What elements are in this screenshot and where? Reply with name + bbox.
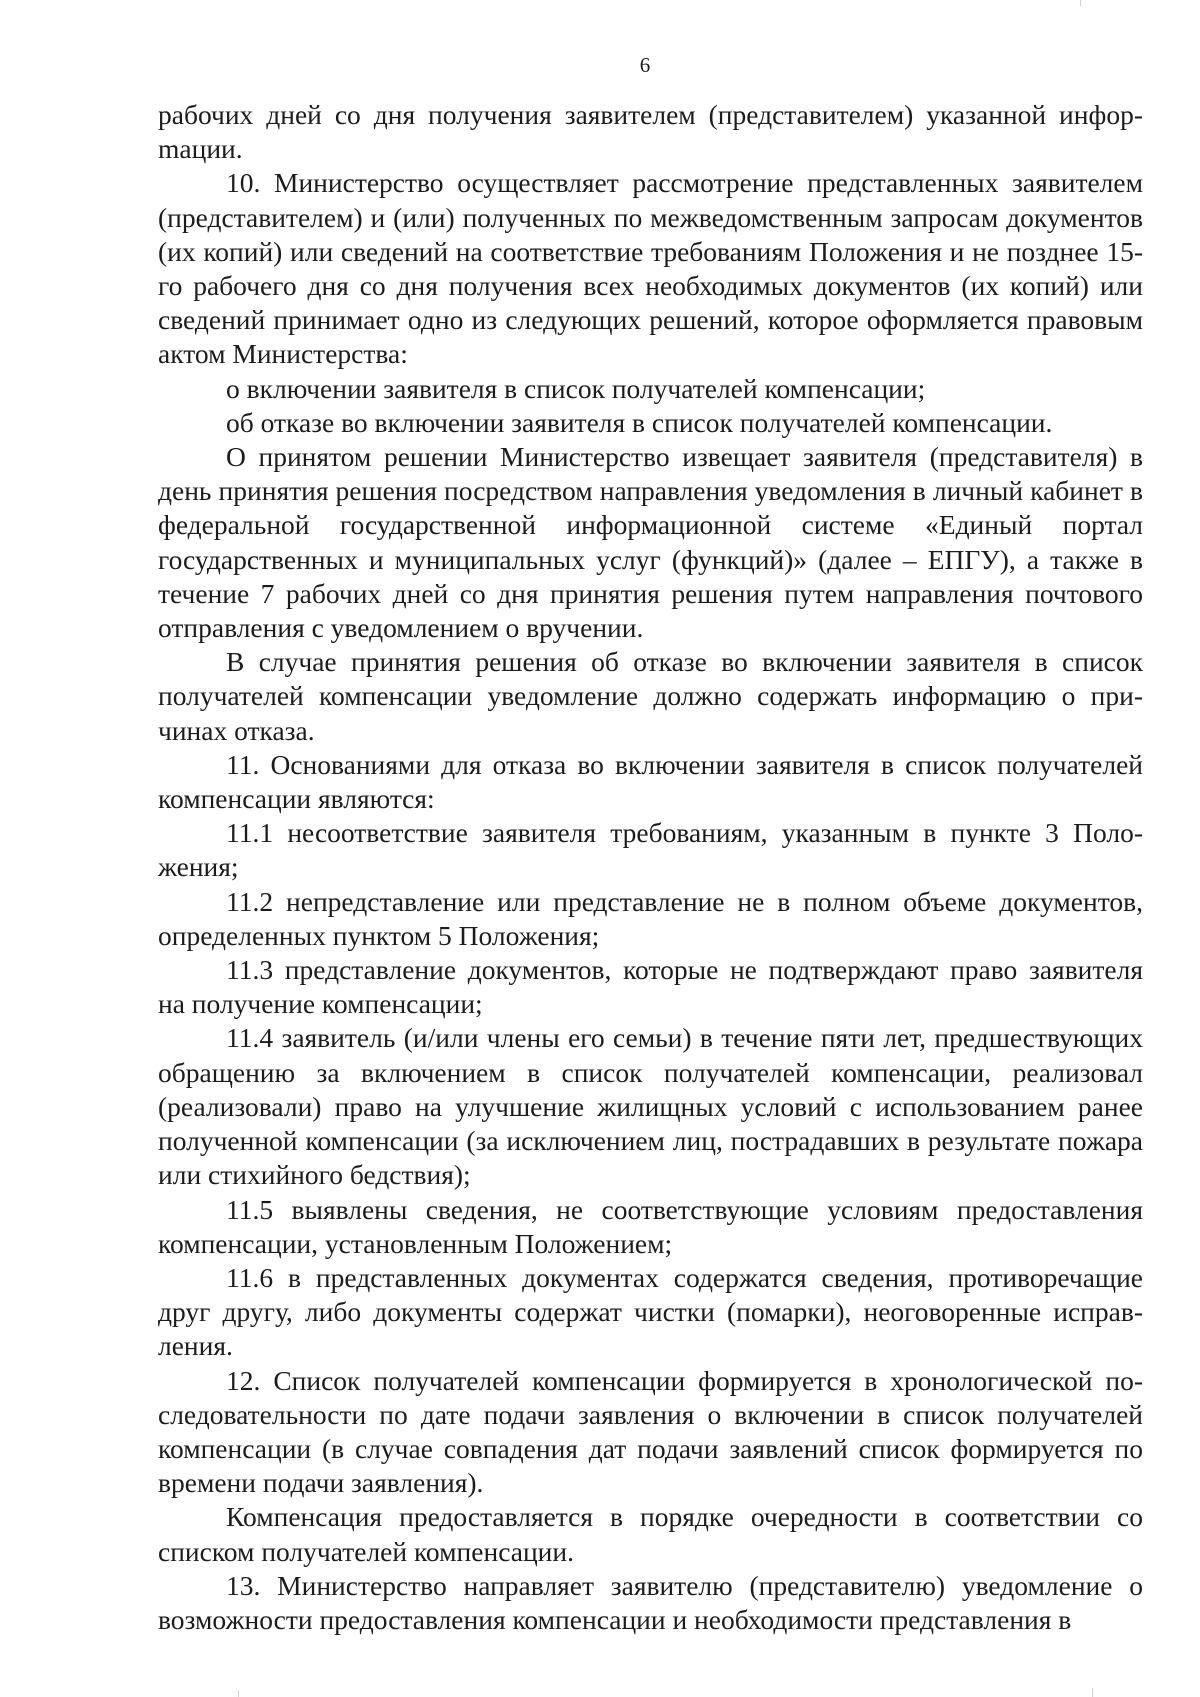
document-body — [158, 98, 1143, 1637]
paragraph: 12. Список получателей компенсации формируется в хронологической последовательности по дате подачи заявления о включении в список получателей компенсации (в случае совпадения дат подачи заявлений список формируется по времени подачи заявления). — [158, 1364, 1143, 1499]
paragraph: 11.5 выявлены сведения, не соответствующие условиям предоставления компенсации, установленным Положением; — [158, 1193, 1143, 1259]
paragraph: рабочих дней со дня получения заявителем (представителем) указанной инфорmации. — [158, 99, 1143, 165]
paragraph: О принятом решении Министерство извещает заявителя (представителя) в день принятия решения посредством направления уведомления в личный кабинет в федеральной государственной информационной системе «Единый портал государственных и муниципальных услуг (функций)» (далее – ЕПГУ), а также в течение 7 рабочих дней со дня принятия решения путем направления почтового отправления с уведомлением о вручении. — [158, 441, 1143, 644]
paragraph: 13. Министерство направляет заявителю (представителю) уведомление о возможности предоставления компенсации и необходимости представления в — [158, 1569, 1143, 1635]
paragraph: о включении заявителя в список получателей компенсации; — [226, 372, 926, 404]
scan-artifact-top — [1080, 0, 1081, 6]
paragraph: В случае принятия решения об отказе во включении заявителя в список получателей компенсации уведомление должно содержать информацию о причинах отказа. — [158, 646, 1143, 746]
paragraph: 11.2 непредставление или представление не в полном объеме документов, определенных пунктом 5 Положения; — [158, 885, 1143, 951]
paragraph: 10. Министерство осуществляет рассмотрение представленных заявителем (представителем) и (или) полученных по межведомственным запросам документов (их копий) или сведений на соответствие требованиям Положения и не позднее 15-го рабочего дня со дня получения всех необходимых документов (их копий) или сведений принимает одно из следующих решений, которое оформляется правовым актом Министерства: — [158, 167, 1143, 370]
paragraph: 11.3 представление документов, которые не подтверждают право заявителя на получение компенсации; — [158, 954, 1143, 1020]
paragraph: 11.6 в представленных документах содержатся сведения, противоречащие друг другу, либо документы содержат чистки (помарки), неоговоренные исправления. — [158, 1261, 1143, 1362]
paragraph: Компенсация предоставляется в порядке очередности в соответствии со списком получателей компенсации. — [158, 1501, 1143, 1567]
paragraph: 11.4 заявитель (и/или члены его семьи) в течение пяти лет, предшествующих обращению за включением в список получателей компенсации, реализовал (реализовали) право на улучшение жилищных условий с использованием ранее полученной компенсации (за исключением лиц, пострадавших в результате пожара или стихийного бедствия); — [158, 1022, 1143, 1191]
scan-artifact-bottom-left — [238, 1690, 239, 1697]
page-number: 6 — [639, 53, 651, 77]
scan-artifact-bottom-right — [1092, 1688, 1093, 1697]
paragraph: 11. Основаниями для отказа во включении заявителя в список получателей компенсации являются: — [158, 748, 1143, 815]
paragraph: об отказе во включении заявителя в список получателей компенсации. — [226, 406, 1053, 438]
paragraph: 11.1 несоответствие заявителя требованиям, указанным в пункте 3 Положения; — [158, 817, 1143, 883]
